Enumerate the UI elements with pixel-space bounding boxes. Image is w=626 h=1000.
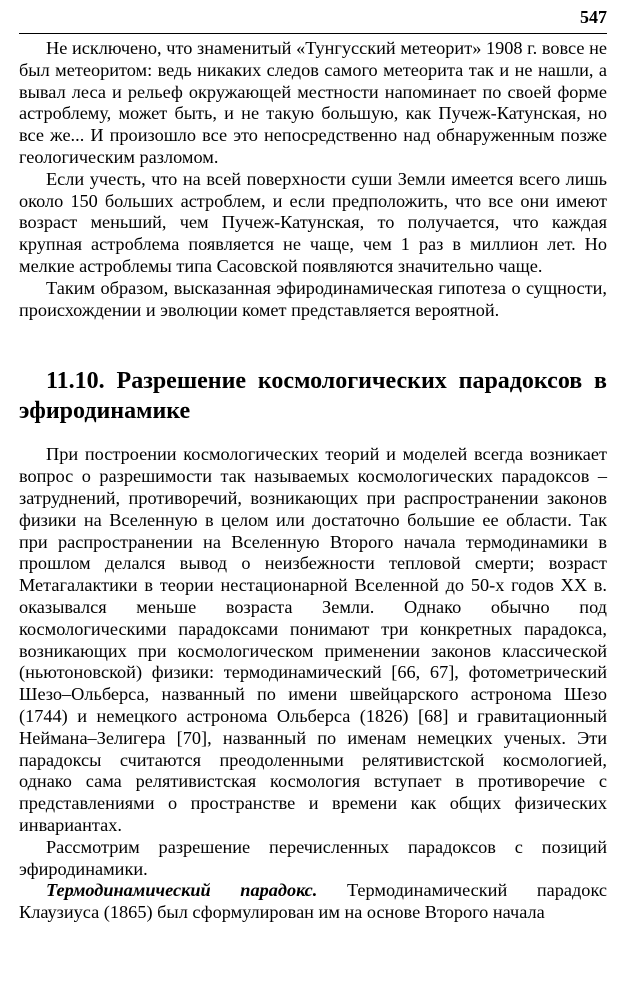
paragraph-cosmological-paradoxes: При построении космологических теорий и моделей всегда возникает вопрос о разрешимости так называемых космологических парадоксов – затруднений, противоречий, возникающих при распространении законов физики на Вселенную в целом или достаточно большие ее области. Так при распространении на Вселенную Второго начала термодинамики в прошлом делался вывод о неизбежности тепловой смерти; возраст Метагалактики в теории нестационарной Вселенной до 50-х годов XX в. оказывался меньше возраста Земли. Однако обычно под космологическими парадоксами понимают три конкретных парадокса, возникающих при космологическом применении законов классической (ньютоновской) физики: термодинамический [66, 67], фотометрический Шезо–Ольберса, названный по имени швейцарского астронома Шезо (1744) и немецкого астронома Ольберса (1826) [68] и гравитационный Неймана–Зелигера [70], названный по именам немецких ученых. Эти парадоксы считаются преодоленными релятивистской космологией, однако сама релятивистская космология вступает в противоречие с представлениями о пространстве и времени как общих физических инвариантах. [19, 444, 607, 835]
body-text [19, 34, 607, 924]
heading-spacer [19, 426, 607, 444]
page-number: 547 [580, 7, 607, 27]
paragraph-tunguska: Не исключено, что знаменитый «Тунгусский метеорит» 1908 г. вовсе не был метеоритом: ведь никаких следов самого метеорита так и не нашли, а вывал леса и рельеф окружающей местности напоминает по своей форме астроблему, может быть, и не такую большую, как Пучеж-Катунская, но все же... И произошло все это непосредственно над обнаруженным позже геологическим разломом. [19, 38, 607, 167]
paragraph-thermodynamic-paradox [19, 880, 607, 924]
thermodynamic-paradox-lead: Термодинамический парадокс. [46, 880, 318, 901]
page [19, 0, 607, 924]
paragraph-astroblemes-count: Если учесть, что на всей поверхности суши Земли имеется всего лишь около 150 больших астроблем, и если предположить, что все они имеют возраст меньший, чем Пучеж-Катунская, то получается, что каждая крупная астроблема появляется не чаще, чем 1 раз в миллион лет. Но мелкие астроблемы типа Сасовской появляются значительно чаще. [19, 168, 607, 276]
section-heading: 11.10. Разрешение космологических парадоксов в эфиродинамике [19, 368, 607, 425]
paragraph-consider-resolution: Рассмотрим разрешение перечисленных парадоксов с позиций эфиродинамики. [19, 836, 607, 879]
section-spacer [19, 321, 607, 366]
page-header [19, 0, 607, 34]
thermodynamic-paradox-text: Термодинамический парадокс Клаузиуса (1865) был сформулирован им на основе Второго начала [19, 880, 607, 923]
paragraph-hypothesis-conclusion: Таким образом, высказанная эфиродинамическая гипотеза о сущности, происхождении и эволюции комет представляется вероятной. [19, 277, 607, 320]
